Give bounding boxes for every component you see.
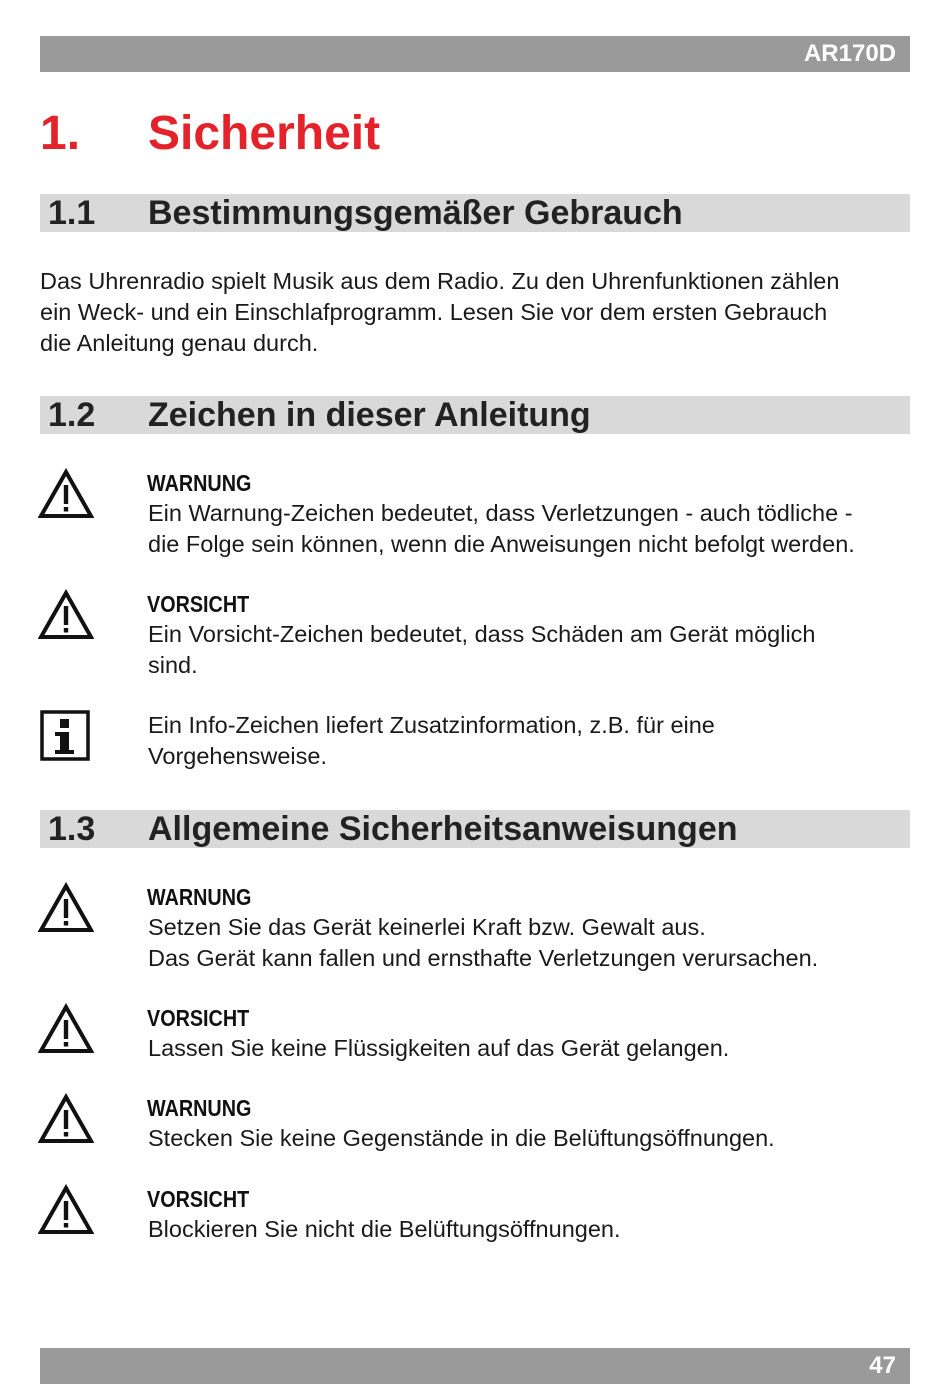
note-text [148,912,918,974]
note-label: WARNUNG [147,1095,252,1121]
warning-triangle-icon [38,1093,94,1145]
note-line: Blockieren Sie nicht die Belüftungsöffnungen. [148,1216,621,1242]
note-text [148,619,918,681]
note-line: Ein Warnung-Zeichen bedeutet, dass Verletzungen - auch tödliche - [148,500,853,526]
note-line: Ein Info-Zeichen liefert Zusatzinformation, z.B. für eine [148,712,715,738]
note-line: Das Gerät kann fallen und ernsthafte Verletzungen verursachen. [148,945,819,971]
note-text [148,1033,918,1064]
paragraph-line: ein Weck- und ein Einschlafprogramm. Lesen Sie vor dem ersten Gebrauch [40,299,828,325]
section-number: 1.3 [48,810,96,848]
section-title: Bestimmungsgemäßer Gebrauch [148,194,683,232]
section-heading-1-1 [40,194,910,232]
model-name: AR170D [803,40,896,67]
note-label: WARNUNG [147,470,252,496]
page-number: 47 [869,1352,896,1379]
header-bar [40,36,910,72]
footer-bar [40,1348,910,1384]
note-line: Ein Vorsicht-Zeichen bedeutet, dass Schäden am Gerät möglich [148,621,816,647]
warning-triangle-icon [38,1003,94,1055]
note-line: sind. [148,652,198,678]
chapter-heading: Sicherheit [148,107,381,160]
section-number: 1.1 [48,194,96,232]
note-text [148,1214,918,1245]
note-line: Vorgehensweise. [148,743,327,769]
note-text [148,710,918,772]
section-heading-1-2 [40,396,910,434]
note-label: VORSICHT [147,591,250,617]
note-label: WARNUNG [147,884,252,910]
note-text [148,1123,918,1154]
note-line: Setzen Sie das Gerät keinerlei Kraft bzw. Gewalt aus. [148,914,706,940]
note-line: Lassen Sie keine Flüssigkeiten auf das Gerät gelangen. [148,1035,730,1061]
chapter-number: 1. [40,107,81,160]
warning-triangle-icon [38,589,94,641]
note-line: Stecken Sie keine Gegenstände in die Belüftungsöffnungen. [148,1125,775,1151]
intro-paragraph [40,266,915,359]
section-title: Allgemeine Sicherheitsanweisungen [148,810,738,848]
note-line: die Folge sein können, wenn die Anweisungen nicht befolgt werden. [148,531,855,557]
warning-triangle-icon [38,882,94,934]
paragraph-line: Das Uhrenradio spielt Musik aus dem Radio. Zu den Uhrenfunktionen zählen [40,268,840,294]
note-text [148,498,918,560]
warning-triangle-icon [38,468,94,520]
paragraph-line: die Anleitung genau durch. [40,330,319,356]
note-label: VORSICHT [147,1005,250,1031]
section-number: 1.2 [48,396,96,434]
note-label: VORSICHT [147,1186,250,1212]
warning-triangle-icon [38,1184,94,1236]
section-heading-1-3 [40,810,910,848]
info-icon [38,710,94,762]
section-title: Zeichen in dieser Anleitung [148,396,591,434]
